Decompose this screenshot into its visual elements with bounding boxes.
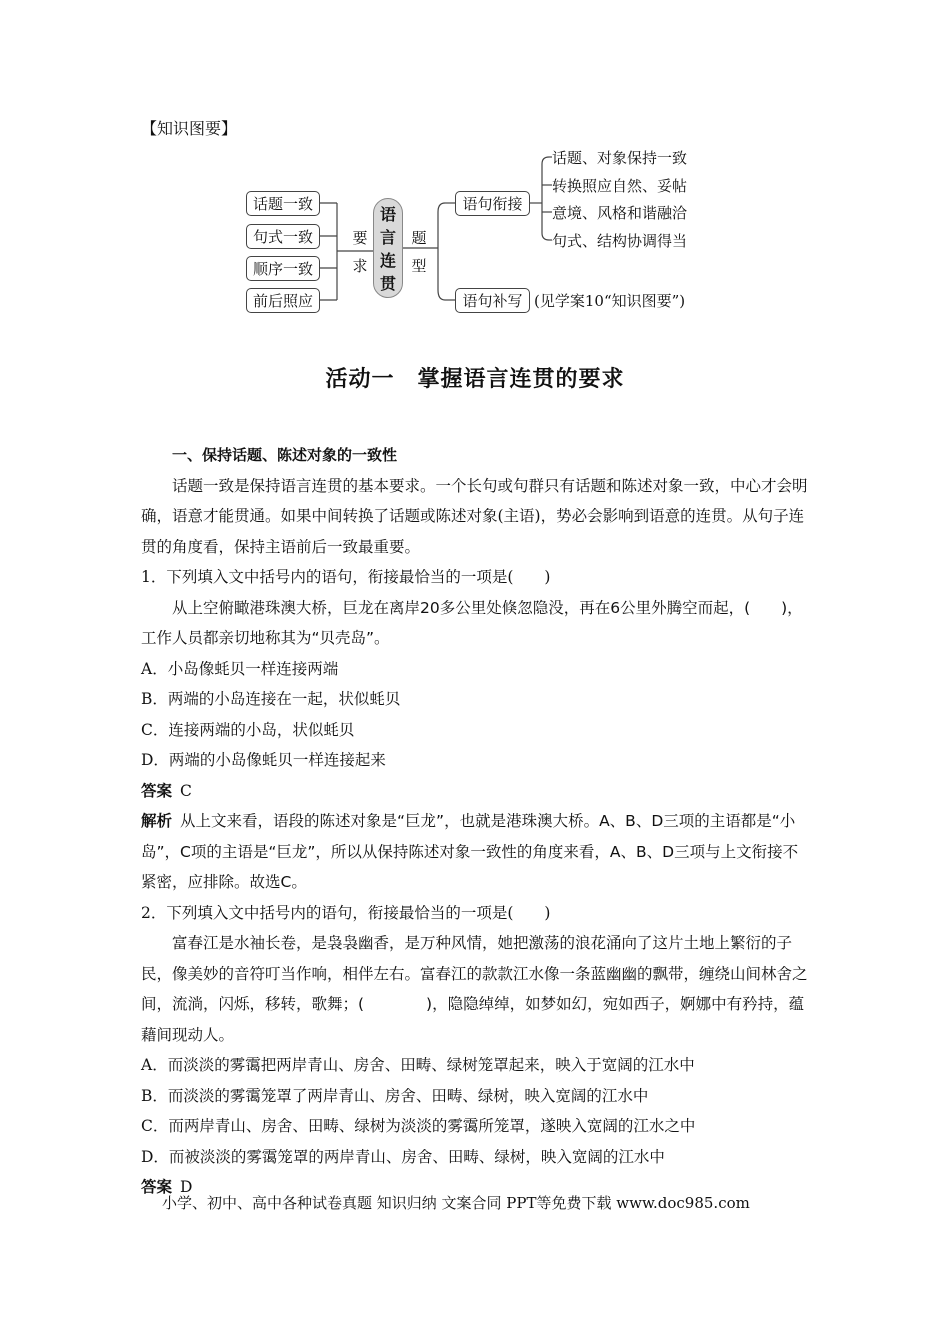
mindmap-item-1: 话题、对象保持一致 [552,149,688,167]
mindmap-item-3: 意境、风格和谐融洽 [552,204,688,222]
mindmap-item-4: 句式、结构协调得当 [552,232,688,250]
intro-paragraph: 话题一致是保持语言连贯的基本要求。一个长句或句群只有话题和陈述对象一致，中心才会明确，语意才能贯通。如果中间转换了话题或陈述对象(主语)，势必会影响到语意的连贯。从句子连贯的角度看，保持主语前后一致最重要。 [141,476,808,556]
q2-option-b: B．而淡淡的雾霭笼罩了两岸青山、房舍、田畴、绿树，映入宽阔的江水中 [141,1086,649,1105]
mindmap-branch-completion: 语句补写 [455,288,530,313]
q1-option-c: C．连接两端的小岛，状似蚝贝 [141,720,355,739]
knowledge-mindmap [240,140,710,320]
q1-option-d: D．两端的小岛像蚝贝一样连接起来 [141,751,386,769]
q2-option-d: D．而被淡淡的雾霭笼罩的两岸青山、房舍、田畴、绿树，映入宽阔的江水中 [141,1147,665,1166]
q1-stem: 1．下列填入文中括号内的语句，衔接最恰当的一项是( ) [141,568,551,586]
q2-passage: 富春江是水袖长卷，是袅袅幽香，是万种风情，她把激荡的浪花涌向了这片土地上繁衍的子民，像美妙的音符叮当作响，相伴左右。富春江的款款江水像一条蓝幽幽的飘带，缠绕山间林舍之间，流淌，闪烁，移转，歌舞；( )，隐隐绰绰，如梦如幻，宛如西子，婀娜中有矜持，蕴藉间现动人。 [141,934,808,1044]
q1-passage: 从上空俯瞰港珠澳大桥，巨龙在离岸20多公里处倏忽隐没，再在6公里外腾空而起，( )，工作人员都亲切地称其为“贝壳岛”。 [141,598,803,647]
mindmap-branch-connection: 语句衔接 [455,191,530,216]
mindmap-item-2: 转换照应自然、妥帖 [552,177,688,195]
mindmap-box-sentence: 句式一致 [246,224,320,249]
mindmap-label-requirement: 要 求 [352,229,368,275]
q1-option-b: B．两端的小岛连接在一起，状似蚝贝 [141,690,401,708]
q1-analysis: 解析 从上文来看，语段的陈述对象是“巨龙”，也就是港珠澳大桥。A、B、D三项的主语都是“小岛”，C项的主语是“巨龙”，所以从保持陈述对象一致性的角度来看，A、B、D三项与上文衔接不紧密，应排除。故选C。 [141,812,799,891]
footer-ad: 小学、初中、高中各种试卷真题 知识归纳 文案合同 PPT等免费下载 www.doc985.com [162,1194,750,1212]
page-title: 活动一 掌握语言连贯的要求 [325,367,625,392]
q2-option-a: A．而淡淡的雾霭把两岸青山、房舍、田畴、绿树笼罩起来，映入于宽阔的江水中 [141,1056,695,1074]
mindmap-branch2-note: (见学案10“知识图要”) [534,292,686,310]
mindmap-box-topic: 话题一致 [246,191,320,216]
mindmap-label-type: 题 型 [411,229,427,275]
q2-stem: 2．下列填入文中括号内的语句，衔接最恰当的一项是( ) [141,903,551,922]
mindmap-box-order: 顺序一致 [246,256,320,281]
section-heading: 一、保持话题、陈述对象的一致性 [172,446,398,464]
q1-option-a: A．小岛像蚝贝一样连接两端 [141,659,339,678]
mindmap-box-echo: 前后照应 [246,288,320,313]
q2-option-c: C．而两岸青山、房舍、田畴、绿树为淡淡的雾霭所笼罩，遂映入宽阔的江水之中 [141,1117,696,1135]
q1-answer: 答案 C [141,780,192,800]
main-content [141,440,811,1203]
mindmap-center: 语 言 连 贯 [373,198,403,298]
q2-answer: 答案 D [141,1177,193,1196]
knowledge-map-tag: 【知识图要】 [141,119,238,138]
